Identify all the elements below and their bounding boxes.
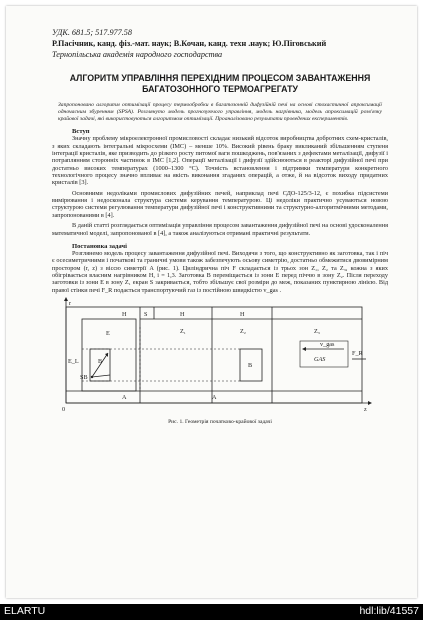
udk-code: УДК. 681.5; 517.977.58 bbox=[52, 28, 132, 37]
paragraph: Основними недоліками промислових дифузійних печей, наприклад печі СДО-125/3-12, є похибка підсистеми вимірювання і недосконала структура системи керування температурою. Ці недоліки практично усуваються новою структурою системи регулювання температури дифузійної печі і конструктивними та структурно-алгоритмічними методами, запропонованими в [4]. bbox=[52, 189, 388, 219]
arrow-line bbox=[92, 353, 108, 377]
document-page bbox=[6, 6, 417, 598]
abstract: Запропоновано алгоритм оптимізації процесу термообробки в багатозонній дифузійній печі на основі стохастичної апроксимації одночасним збуренням (SPSA). Розглянуто модель прогнозуючого управління, модель нагрівника, модель апроксимацій розв'язку крайової задачі, які використовуються алгоритмом оптимізації. Проаналізовано результати проведених експериментів. bbox=[58, 102, 382, 122]
handle-id: hdl:lib/41557 bbox=[359, 605, 419, 617]
furnace-outline bbox=[66, 307, 362, 403]
label-el: E_L bbox=[68, 357, 79, 365]
repository-name: ELARTU bbox=[4, 605, 46, 617]
label-z-axis: z bbox=[364, 405, 367, 413]
section-heading-problem: Постановка задачі bbox=[72, 242, 127, 250]
label-sb: SB bbox=[80, 373, 88, 381]
figure-geometry bbox=[62, 297, 374, 415]
gas-arrow-head bbox=[302, 347, 306, 351]
geometry-diagram bbox=[62, 297, 374, 415]
label-e-upper: E bbox=[106, 329, 110, 337]
authors: Р.Пасічник, канд. фіз.-мат. наук; В.Кочан, канд. техн .наук; Ю.Піговський bbox=[52, 39, 327, 48]
label-r-axis: r bbox=[69, 299, 72, 307]
label-origin: 0 bbox=[62, 405, 66, 413]
label-z2: Z₂ bbox=[240, 327, 246, 335]
page-content bbox=[52, 28, 388, 425]
label-h-mid: H bbox=[180, 310, 185, 318]
section-heading-intro: Вступ bbox=[72, 128, 90, 136]
label-a-left: A bbox=[122, 393, 127, 401]
label-z1: Z₁ bbox=[180, 327, 186, 335]
paragraph: Розглянемо модель процесу завантаження дифузійної печі. Виходячи з того, що конструктивно як заготовка, так і піч є осесиметричними і початкові та граничні умови також забезпечують осьову симетрію, достатньо обмежитися двовимірним простором (r, z) з віссю симетрії A (рис. 1). Циліндрична піч F складається із трьох зон Z₁, Z₂ та Z₃, кожна з яких обігрівається власним нагрівником H, i = 1,3. Заготовка B переміщається із зони E перед піччю в зону Z₂. Після переходу заготовки із зони E в зону Z₁ екран S закривається, тобто збільшує свої розміри до меж, показаних пунктирною лінією. Від правої стінки печі F_R подається транспортуючий газ із постійною швидкістю v_gas . bbox=[52, 249, 388, 294]
affiliation: Тернопільська академія народного господарства bbox=[52, 50, 223, 59]
label-gas: GAS bbox=[314, 355, 326, 363]
label-a-right: A bbox=[212, 393, 217, 401]
label-b-mid: B bbox=[248, 361, 253, 369]
label-b-left: B bbox=[98, 357, 103, 365]
footer-bar bbox=[0, 604, 423, 620]
label-fr: F_R bbox=[352, 349, 363, 357]
paragraph: В даній статті розглядається оптимізація управління процесом завантаження дифузійної печі на основі удосконалення математичної моделі, запропонованої в [4], а також аналізуються отримані практичні результати. bbox=[52, 222, 388, 237]
arrow-line bbox=[92, 375, 110, 377]
label-s: S bbox=[144, 310, 148, 318]
paper-title: АЛГОРИТМ УПРАВЛІННЯ ПЕРЕХІДНИМ ПРОЦЕСОМ ЗАВАНТАЖЕННЯ БАГАТОЗОННОГО ТЕРМОАГРЕГАТУ bbox=[69, 73, 371, 94]
label-vgas: v_gas bbox=[320, 340, 335, 348]
label-h-z2: H bbox=[240, 310, 245, 318]
paragraph: Значну проблему мікроелектронної промисловості складає низький відсоток виробництва добротних схем-кристалів, з яких складають інтегральні мікросхеми (ІМС) – менше 10%. Високий рівень браку викликаний збільшенням ступеня інтеграції кристалів, яке призводить до різкого росту питомої ваги пошкоджень, пов'язаних з дефектами металізації, дифузії і потраплянням сторонніх частинок в ІМС [1,2]. Операції металізації і дифузії здійснюються в реакторі дифузійної печі при достатньо високих температурах (1000–1300 °С). Точність встановлення і підтримки температури конкретного технологічного процесу значно впливає на якість виконання згаданих операцій, а отже, й на відсоток виходу придатних кристалів [3]. bbox=[52, 135, 388, 187]
figure-caption: Рис. 1. Геометрія початково-крайової задачі bbox=[168, 418, 272, 425]
label-h-left: H bbox=[122, 310, 127, 318]
label-z3: Z₃ bbox=[314, 327, 320, 335]
